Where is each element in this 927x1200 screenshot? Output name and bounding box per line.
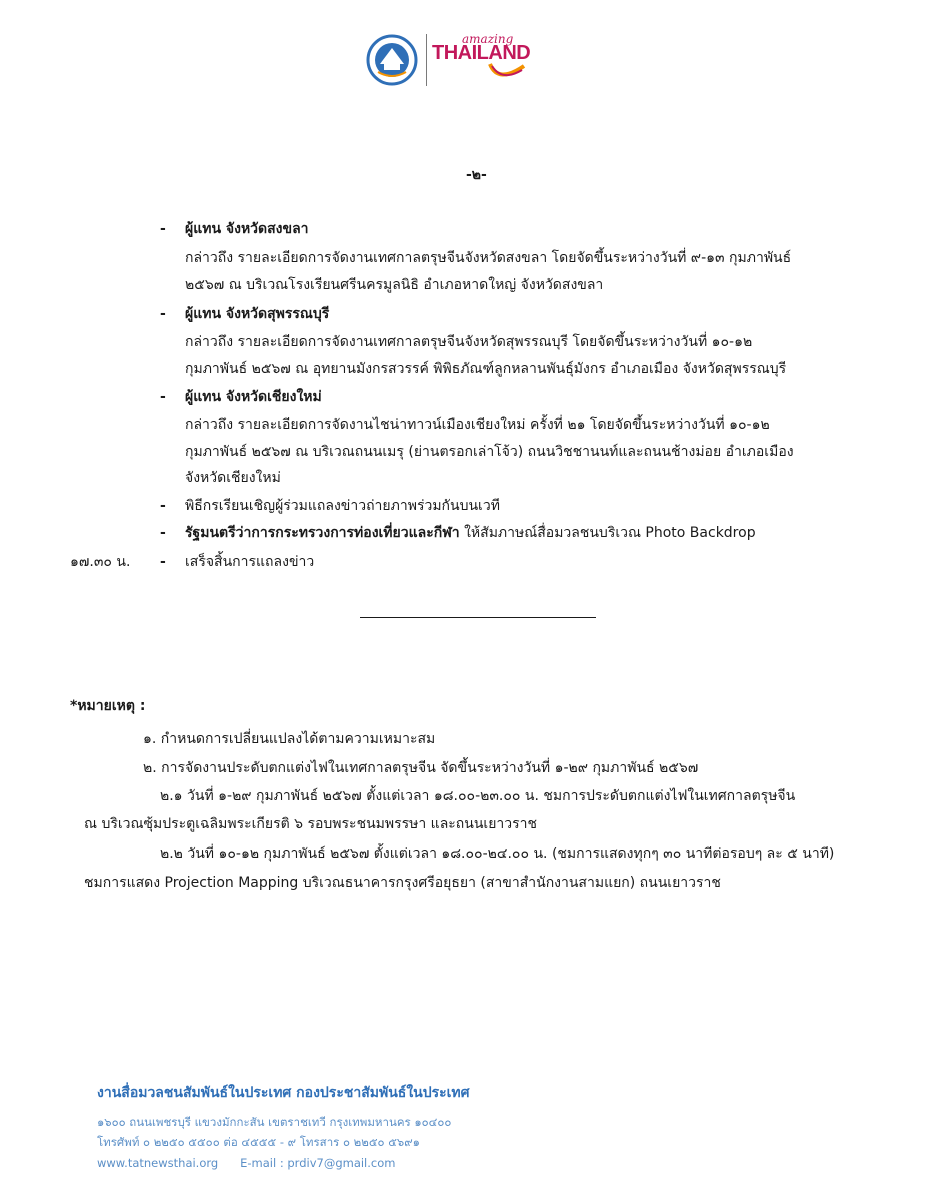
agenda-item-title: ผู้แทน จังหวัดเชียงใหม่ [185,389,322,405]
footer-title: งานสื่อมวลชนสัมพันธ์ในประเทศ กองประชาสัมพันธ์ในประเทศ [97,1085,470,1101]
end-separator [360,617,596,618]
note-subitem-continuation: ณ บริเวณซุ้มประตูเฉลิมพระเกียรติ ๖ รอบพระชนมพรรษา และถนนเยาวราช [84,816,538,832]
page-number: -๒- [466,167,487,183]
footer-address: ๑๖๐๐ ถนนเพชรบุรี แขวงมักกะสัน เขตราชเทวี กรุงเทพมหานคร ๑๐๔๐๐ [97,1115,452,1129]
bullet-dash: - [160,498,166,514]
bullet-dash: - [160,306,166,322]
agenda-item-line: กล่าวถึง รายละเอียดการจัดงานเทศกาลตรุษจีนจังหวัดสงขลา โดยจัดขึ้นระหว่างวันที่ ๙-๑๓ กุมภาพันธ์ [185,250,792,266]
thailand-word: THAILAND [432,42,531,64]
minister-title: รัฐมนตรีว่าการกระทรวงการท่องเที่ยวและกีฬา [185,525,460,541]
agenda-item-title: ผู้แทน จังหวัดสุพรรณบุรี [185,306,330,322]
agenda-item-line: กล่าวถึง รายละเอียดการจัดงานเทศกาลตรุษจีนจังหวัดสุพรรณบุรี โดยจัดขึ้นระหว่างวันที่ ๑๐-๑๒ [185,334,753,350]
note-item: ๑. กำหนดการเปลี่ยนแปลงได้ตามความเหมาะสม [143,731,436,747]
agenda-item-line: กุมภาพันธ์ ๒๕๖๗ ณ บริเวณถนนเมรุ (ย่านตรอกเล่าโจ้ว) ถนนวิชชานนท์และถนนช้างม่อย อำเภอเมือง [185,444,794,460]
agenda-end-text: เสร็จสิ้นการแถลงข่าว [185,554,315,570]
agenda-item-line: จังหวัดเชียงใหม่ [185,470,281,486]
note-item: ๒. การจัดงานประดับตกแต่งไฟในเทศกาลตรุษจีน จัดขึ้นระหว่างวันที่ ๑-๒๙ กุมภาพันธ์ ๒๕๖๗ [143,760,699,776]
bullet-dash: - [160,525,166,541]
bullet-dash: - [160,221,166,237]
note-subitem-continuation: ชมการแสดง Projection Mapping บริเวณธนาคารกรุงศรีอยุธยา (สาขาสำนักงานสามแยก) ถนนเยาวราช [84,875,721,891]
note-subitem: ๒.๒ วันที่ ๑๐-๑๒ กุมภาพันธ์ ๒๕๖๗ ตั้งแต่เวลา ๑๘.๐๐-๒๔.๐๐ น. (ชมการแสดงทุกๆ ๓๐ นาทีต่อรอบๆ ละ ๕ นาที) [160,846,835,862]
logo-divider [426,34,427,86]
end-time: ๑๗.๓๐ น. [70,554,131,570]
agenda-item-line: กุมภาพันธ์ ๒๕๖๗ ณ อุทยานมังกรสวรรค์ พิพิธภัณฑ์ลูกหลานพันธุ์มังกร อำเภอเมือง จังหวัดสุพรรณบุรี [185,361,787,377]
agenda-ceremony: พิธีกรเรียนเชิญผู้ร่วมแถลงข่าวถ่ายภาพร่วมกันบนเวที [185,498,500,514]
agenda-item-line: ๒๕๖๗ ณ บริเวณโรงเรียนศรีนครมูลนิธิ อำเภอหาดใหญ่ จังหวัดสงขลา [185,277,604,293]
agenda-minister-interview [185,524,756,542]
agenda-item-line: กล่าวถึง รายละเอียดการจัดงานไชน่าทาวน์เมืองเชียงใหม่ ครั้งที่ ๒๑ โดยจัดขึ้นระหว่างวันที่ ๑๐-๑๒ [185,417,770,433]
agenda-item-title: ผู้แทน จังหวัดสงขลา [185,221,309,237]
note-subitem: ๒.๑ วันที่ ๑-๒๙ กุมภาพันธ์ ๒๕๖๗ ตั้งแต่เวลา ๑๘.๐๐-๒๓.๐๐ น. ชมการประดับตกแต่งไฟในเทศกาลตรุษจีน [160,788,796,804]
amazing-thailand-logo [432,30,536,90]
bullet-dash: - [160,389,166,405]
minister-interview-text: ให้สัมภาษณ์สื่อมวลชนบริเวณ Photo Backdrop [459,525,756,541]
footer-contact: www.tatnewsthai.org E-mail : prdiv7@gmail.com [97,1156,396,1170]
amazing-word: amazing [462,32,514,46]
footer-phone: โทรศัพท์ ๐ ๒๒๕๐ ๕๕๐๐ ต่อ ๔๕๕๕ - ๙ โทรสาร ๐ ๒๒๕๐ ๕๖๙๑ [97,1135,420,1149]
brand-swoosh-icon [488,60,528,86]
notes-heading: *หมายเหตุ : [70,698,146,714]
tat-seal-logo [366,34,418,86]
bullet-dash: - [160,554,166,570]
header-logos [366,30,536,90]
